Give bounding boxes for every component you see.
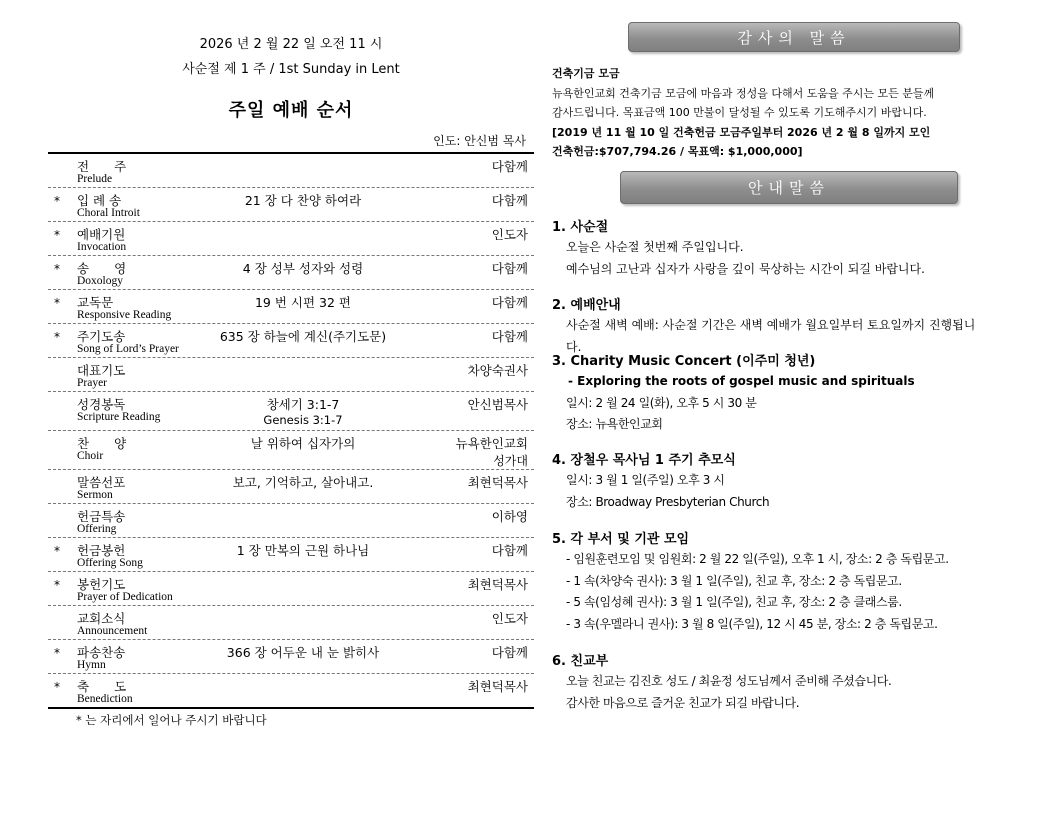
- building-fund-heading: 건축기금 모금: [552, 67, 620, 80]
- item-english: Scripture Reading: [77, 411, 161, 423]
- announcement-line: 사순절 새벽 예배: 사순절 기간은 새벽 예배가 월요일부터 토요일까지 진행됩니다.: [566, 318, 976, 354]
- order-row: [48, 640, 534, 674]
- item-leader: 다함께: [491, 261, 528, 276]
- item-english: Choral Introit: [77, 207, 140, 219]
- announcement-line: 감사한 마음으로 즐거운 친교가 되길 바랍니다.: [566, 695, 800, 710]
- order-row: [48, 154, 534, 188]
- order-of-worship-table: [48, 152, 534, 709]
- item-leader: 다함께: [491, 329, 528, 344]
- item-korean: 축 도: [77, 679, 127, 694]
- item-leader: 최현덕목사: [467, 475, 528, 490]
- item-leader: 안신범목사: [467, 397, 528, 412]
- announcement-title: 3. Charity Music Concert (이주미 청년): [552, 354, 816, 369]
- item-korean: 주기도송: [77, 329, 126, 344]
- item-korean: 입 례 송: [77, 193, 122, 208]
- item-leader: 차양숙권사: [467, 363, 528, 378]
- announcement-line: 오늘 친교는 김진호 성도 / 최윤정 성도님께서 준비해 주셨습니다.: [566, 674, 892, 688]
- thanks-line-3: [2019 년 11 월 10 일 건축헌금 모금주일부터 2026 년 2 월 8 일까지 모인: [552, 125, 931, 139]
- thanks-line-2: 감사드립니다. 목표금액 100 만불이 달성될 수 있도록 기도해주시기 바랍니다.: [552, 106, 927, 120]
- announcement-line: - 3 속(우멜라니 권사): 3 월 8 일(주일), 12 시 45 분, 장소: 2 층 독립문고.: [566, 616, 938, 631]
- announcement-line: 장소: Broadway Presbyterian Church: [566, 494, 770, 509]
- item-detail: 4 장 성부 성자와 성령: [242, 261, 364, 276]
- order-row: [48, 674, 534, 707]
- order-row: [48, 324, 534, 358]
- item-leader: 다함께: [491, 543, 528, 558]
- thanks-section: [552, 64, 988, 162]
- item-leader: 다함께: [491, 295, 528, 310]
- item-korean: 예배기원: [77, 227, 126, 242]
- announcement-line: - 5 속(임성혜 권사): 3 월 1 일(주일), 친교 후, 장소: 2 층 클래스룸.: [566, 595, 902, 609]
- announcement-item: [552, 528, 988, 635]
- item-detail: 1 장 만복의 근원 하나님: [236, 543, 370, 558]
- item-english: Hymn: [77, 659, 106, 671]
- item-leader: 최현덕목사: [467, 679, 528, 694]
- announcement-line: - 1 속(차양숙 권사): 3 월 1 일(주일), 친교 후, 장소: 2 층 독립문고.: [566, 573, 902, 588]
- thanks-line-4: 건축헌금:$707,794.26 / 목표액: $1,000,000]: [552, 145, 803, 159]
- announcement-line: 예수님의 고난과 십자가 사랑을 깊이 묵상하는 시간이 되길 바랍니다.: [566, 261, 925, 276]
- announcement-subtitle: - Exploring the roots of gospel music and spirituals: [568, 374, 915, 388]
- thanks-line-1: 뉴욕한인교회 건축기금 모금에 마음과 정성을 다해서 도움을 주시는 모든 분들께: [552, 86, 935, 100]
- item-leader-secondary: 성가대: [493, 454, 528, 468]
- announcement-line: 일시: 3 월 1 일(주일) 오후 3 시: [566, 473, 725, 487]
- order-row: [48, 504, 534, 538]
- item-korean: 헌금특송: [77, 509, 126, 524]
- item-english: Choir: [77, 450, 104, 462]
- liturgical-season: 사순절 제 1 주 / 1st Sunday in Lent: [182, 62, 400, 77]
- announcement-item: [552, 294, 988, 358]
- stand-marker: *: [54, 228, 60, 242]
- item-english: Announcement: [77, 625, 148, 637]
- item-english: Invocation: [77, 241, 127, 253]
- order-row: [48, 188, 534, 222]
- order-row: [48, 572, 534, 606]
- stand-footnote: * 는 자리에서 일어나 주시기 바랍니다: [76, 713, 267, 727]
- item-english: Prayer of Dedication: [77, 591, 173, 603]
- item-english: Benediction: [77, 693, 133, 705]
- announcement-item: [552, 449, 988, 513]
- announcement-title: 2. 예배안내: [552, 298, 621, 313]
- order-row: [48, 290, 534, 324]
- item-english: Song of Lord’s Prayer: [77, 343, 179, 355]
- item-korean: 교독문: [77, 295, 114, 310]
- item-detail: 366 장 어두운 내 눈 밝히사: [226, 645, 380, 660]
- item-korean: 성경봉독: [77, 397, 126, 412]
- order-row: [48, 392, 534, 431]
- item-leader: 최현덕목사: [467, 577, 528, 592]
- service-date: 2026 년 2 월 22 일 오전 11 시: [199, 37, 383, 52]
- order-row: [48, 358, 534, 392]
- item-detail: 21 장 다 찬양 하여라: [244, 193, 362, 208]
- item-detail: 보고, 기억하고, 살아내고.: [232, 475, 374, 490]
- announcement-title: 5. 각 부서 및 기관 모임: [552, 532, 690, 547]
- item-korean: 송 영: [77, 261, 127, 276]
- item-korean: 봉헌기도: [77, 577, 126, 592]
- item-english: Offering: [77, 523, 117, 535]
- order-row: [48, 431, 534, 470]
- item-detail: 날 위하여 십자가의: [250, 436, 356, 451]
- announcement-title: 6. 친교부: [552, 654, 609, 669]
- order-row: [48, 538, 534, 572]
- service-leader: 인도: 안신범 목사: [433, 134, 526, 148]
- stand-marker: *: [54, 680, 60, 694]
- stand-marker: *: [54, 330, 60, 344]
- order-row: [48, 256, 534, 290]
- item-english: Sermon: [77, 489, 113, 501]
- announcement-line: 일시: 2 월 24 일(화), 오후 5 시 30 분: [566, 395, 757, 410]
- order-row: [48, 470, 534, 504]
- item-leader: 다함께: [491, 193, 528, 208]
- item-korean: 대표기도: [77, 363, 126, 378]
- item-korean: 교회소식: [77, 611, 126, 626]
- announcement-item: [552, 216, 988, 280]
- item-leader: 뉴욕한인교회: [455, 436, 528, 451]
- item-english: Doxology: [77, 275, 123, 287]
- announcement-line: 오늘은 사순절 첫번째 주일입니다.: [566, 240, 744, 254]
- item-detail: 635 장 하늘에 계신(주기도문): [219, 329, 387, 344]
- page-title: 주일 예배 순서: [228, 100, 354, 121]
- item-english: Prayer: [77, 377, 108, 389]
- item-leader: 다함께: [491, 645, 528, 660]
- stand-marker: *: [54, 544, 60, 558]
- stand-marker: *: [54, 262, 60, 276]
- item-detail: 19 번 시편 32 편: [254, 295, 351, 310]
- announcement-item: [552, 650, 988, 714]
- item-korean: 파송찬송: [77, 645, 126, 660]
- order-row: [48, 606, 534, 640]
- stand-marker: *: [54, 296, 60, 310]
- stand-marker: *: [54, 646, 60, 660]
- item-leader: 인도자: [491, 611, 528, 626]
- item-detail-secondary: Genesis 3:1-7: [263, 413, 343, 427]
- order-row: [48, 222, 534, 256]
- item-korean: 전 주: [77, 159, 127, 174]
- item-leader: 이하영: [491, 509, 528, 524]
- item-english: Prelude: [77, 173, 113, 185]
- thanks-banner: 감사의 말씀: [628, 22, 960, 52]
- stand-marker: *: [54, 194, 60, 208]
- item-leader: 다함께: [491, 159, 528, 174]
- item-korean: 말씀선포: [77, 475, 126, 490]
- item-korean: 찬 양: [77, 436, 127, 451]
- item-leader: 인도자: [491, 227, 528, 242]
- stand-marker: *: [54, 578, 60, 592]
- announcement-title: 4. 장철우 목사님 1 주기 추모식: [552, 453, 736, 468]
- announcement-item: [552, 350, 988, 436]
- announcements-banner: 안내말씀: [620, 171, 958, 204]
- announcement-title: 1. 사순절: [552, 220, 609, 235]
- item-english: Offering Song: [77, 557, 143, 569]
- announcement-line: - 임원훈련모임 및 임원회: 2 월 22 일(주일), 오후 1 시, 장소: 2 층 독립문고.: [566, 552, 949, 566]
- item-korean: 헌금봉헌: [77, 543, 126, 558]
- announcement-line: 장소: 뉴욕한인교회: [566, 417, 663, 431]
- item-detail: 창세기 3:1-7: [266, 397, 340, 412]
- item-english: Responsive Reading: [77, 309, 172, 321]
